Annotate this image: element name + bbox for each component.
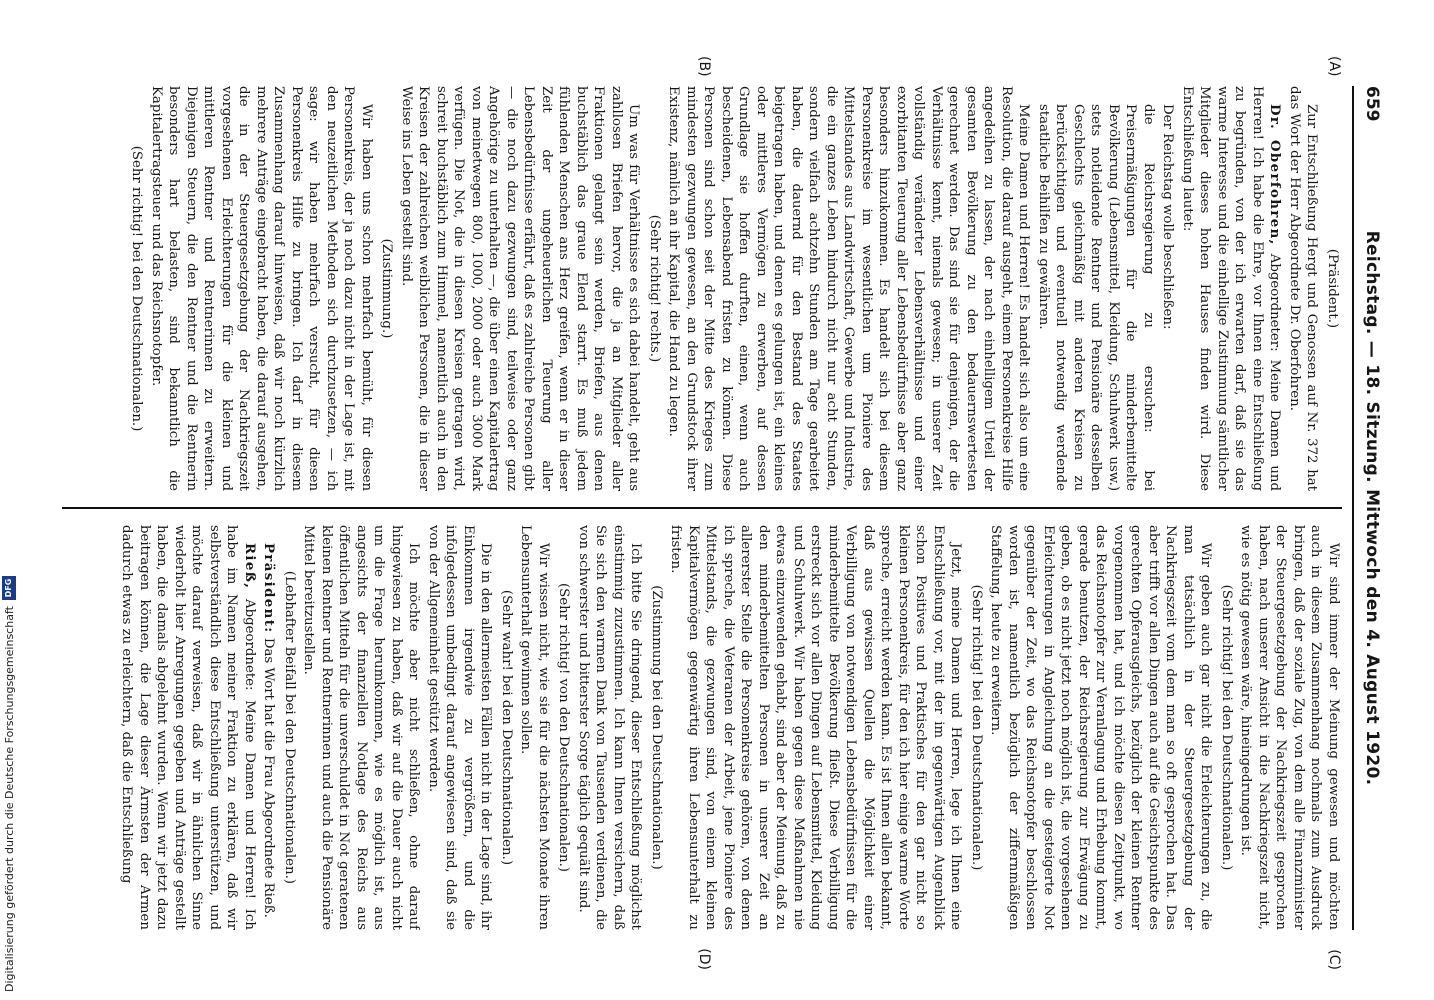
paragraph-text: (Zustimmung bei den Deutschnationalen.) (649, 585, 664, 870)
paragraph (987, 525, 1215, 930)
page-header (1352, 86, 1386, 930)
margin-mark-b: (B) (696, 56, 712, 77)
paragraph (1237, 525, 1342, 930)
motion-text (1159, 104, 1177, 491)
paragraph-text: (Sehr richtig! bei den Deutschnationalen.) (969, 584, 984, 871)
paragraph-text: Ich möchte aber nicht schließen, ohne darauf hingewiesen zu haben, daß wir auf die Dauer auch nicht um die Frage herumkommen, wie es möglich ist, aus angesichts der finanziellen Notlage des Reichs aus öffentlichen Mitteln für die unverschuldet in Not geratenen kleinen Rentner und Rentnerinnen und auch die Pensionäre Mittel bereitzustellen. (301, 524, 422, 930)
paragraph-text: Jetzt, meine Damen und Herren, lege ich Ihnen eine Entschließung vor, mit der im gegenwärtigen Augenblick schon Positives und Praktisches für den gar nicht so kleinen Personenkreis, für den ich hier einige warme Worte spreche, erreicht werden kann. Es ist Ihnen allen bekannt, daß aus gewissen Quellen die Möglichkeit einer Verbilligung von notwendigen Lebensbedürfnissen für die minderbemittelte Bevölkerung fließt. Diese Verbilligung erstreckt sich vor allen Dingen auf Lebensmittel, Kleidung und Schuhwerk. Wir haben gegen diese Maßnahmen nie etwas einzuwenden gehabt, sind aber der Meinung, daß zu den minderbemittelten Personen in unserer Zeit an allererster Stelle die Personenkreise gehören, von denen ich spreche, die Veteranen der Arbeit, jene Pioniere des Mittelstands, die gezwungen sind, von einem kleinen Kapitalvermögen gegenwärtig ihren Lebensunterhalt zu fristen. (668, 524, 964, 930)
paragraph (517, 525, 552, 930)
paragraph-text: Wir haben uns schon mehrfach bemüht, für diesen Personenkreis, der ja noch dazu nicht in der Lage ist, mit den neuzeitlichen Methoden sich durchzusetzen, — ich sage: wir haben mehrfach versucht, für diesen Personenkreis Hilfe zu bringen. Ich darf in diesem Zusammenhang darauf hinweisen, daß wir noch kürzlich mehrere Anträge eingebracht haben, die darauf ausgehen, die in der Steuergesetzgebung der Nachkriegszeit vorgesehenen Erleichterungen für die kleinen und mittleren Rentner und Rentnerinnen zu erweitern. Diejenigen Steuern, die den Rentner und die Rentnerin besonders hart belasten, sind bekanntlich die Kapitalertragsteuer und das Reichsnotopfer. (149, 86, 374, 492)
paragraph (665, 86, 1033, 491)
speaker-name: Präsident: (261, 542, 277, 634)
margin-mark-c: (C) (1326, 949, 1342, 970)
paragraph (425, 525, 495, 930)
interjection (498, 525, 516, 930)
motion-text (1035, 104, 1158, 491)
paragraph-text: Meine Damen und Herren! Es handelt sich also um eine Resolution, die darauf ausgeht, einem Personenkreise Hilfe angedeihen zu lassen, der nach einhelligem Urteil der gesamten Bevölkerung zu den bedauernswertesten gerechnet werden. Das sind sie für denjenigen, der die Verhältnisse kennt, niemals gewesen; in unserer Zeit vollständig veränderter Lebensverhältnisse und einer exorbitanten Teuerung aller Lebensbedürfnisse aber ganz besonders hinzukommen. Es handelt sich bei diesem Personenkreise im wesentlichen um Pioniere des Mittelstandes aus Landwirtschaft, Gewerbe und Industrie, die ein ganzes Leben hindurch nicht nur acht Stunden, sondern vielfach achtzehn Stunden am Tage gearbeitet haben, die dauernd für den Bestand des Staates beigetragen haben, und denen es gelungen ist, ein kleines oder mittleres Vermögen zu erwerben, auf dessen Grundlage sie hoffen durften, einen, wenn auch bescheidenen, Lebensabend fristen zu können. Diese Personen sind schon seit der Mitte des Krieges zum mindesten gezwungen gewesen, an den Grundstock ihrer Existenz, nämlich an ihr Kapital, die Hand zu legen. (666, 86, 1032, 492)
speaker-name: Rieß, (242, 542, 257, 590)
interjection (1324, 86, 1342, 491)
interjection (555, 525, 573, 930)
paragraph-text: Wir sind immer der Meinung gewesen und möchten auch in diesem Zusammenhang nochmals zum Ausdruck bringen, daß der soziale Zug, von dem alle Finanzminister der Steuergesetzgebung der Nachkriegszeit gesprochen haben, nach unserer Ansicht in die Nachkriegszeit nicht, wie es nötig gewesen wäre, hineingedrungen ist. (1238, 524, 1341, 930)
text-columns (62, 56, 1342, 970)
paragraph-text: (Lebhafter Beifall bei den Deutschnationalen.) (282, 570, 297, 884)
interjection (648, 525, 666, 930)
left-column (62, 86, 1342, 507)
interjection (281, 525, 299, 930)
interjection (378, 86, 396, 491)
paragraph (118, 525, 258, 930)
paragraph (1179, 86, 1284, 491)
paragraph-text: Die in den allermeisten Fällen nicht in der Lage sind, ihr Einkommen irgendwie zu vergrößern, und die infolgedessen umbedingt darauf angewiesen sind, daß sie von der Allgemeinheit gestützt werden. (426, 524, 494, 930)
speaker-name: Dr. Oberfohren, (1267, 104, 1283, 246)
paragraph-text: Abgeordneter: Meine Damen und Herren! Ich habe die Ehre, vor Ihnen eine Entschließung zu begründen, von der ich erwarten darf, daß sie das warme Interesse und die einhellige Zustimmung sämtlicher Mitglieder dieses hohen Hauses finden wird. Diese Entschließung lautet: (1180, 86, 1283, 492)
margin-mark-d: (D) (696, 948, 712, 970)
right-column (62, 509, 1342, 930)
paragraph-text: (Zustimmung.) (379, 238, 395, 339)
paragraph (398, 86, 643, 491)
paragraph (1286, 86, 1321, 491)
paragraph (667, 525, 965, 930)
paragraph-text: (Präsident.) (1325, 248, 1340, 329)
paragraph-text: (Sehr richtig! rechts.) (647, 214, 662, 363)
paragraph-text: Das Wort hat die Frau Abgeordnete Rieß. (261, 637, 277, 918)
paragraph-text: (Sehr richtig! bei den Deutschnationalen.) (129, 145, 145, 432)
paragraph-text: (Sehr wahr! bei den Deutschnationalen.) (499, 589, 514, 866)
digitization-credit (2, 576, 16, 992)
running-title: Reichstag. — 18. Sitzung. Mittwoch den 4. August 1920. (1362, 230, 1382, 786)
paragraph-text: Wir wissen nicht, wie sie für die nächsten Monate ihren Lebensunterhalt gewinnen sollen. (518, 524, 551, 930)
interjection (646, 86, 664, 491)
paragraph-text: Ich bitte Sie dringend, dieser Entschließung möglichst einstimmig zuzustimmen. Ich kann Ihnen versichern, daß Sie sich den warmen Dank von Tausenden verdienen, die von schwerster und bitterster Sorge täglich gequält sind. (576, 524, 644, 930)
interjection (1218, 525, 1236, 930)
paragraph-text: Abgeordnete: Meine Damen und Herren! Ich habe im Namen meiner Fraktion zu erklären, daß wir selbstverständlich diese Entschließung unterstützen, und möchte darauf verweisen, daß wir in ähnlichen Sinne wiederholt hier Anregungen gegeben und Anträge gestellt haben, die damals abgelehnt wurden. Wenn wir jetzt dazu beitragen können, die Lage dieser Ärmsten der Armen dadurch etwas zu erleichtern, daß die Entschließung (119, 524, 257, 930)
paragraph-text: die Reichsregierung zu ersuchen: bei Preisermäßigungen für die minderbemittelte Bevölkerung (Lebensmittel, Kleidung, Schuhwerk usw.) stets notleidende Rentner und Pensionäre desselben Geschlechts gleichmäßig mit anderen Kreisen zu berücksichtigen und eventuell notwendig werdende staatliche Beihilfen zu gewähren. (1036, 104, 1156, 492)
interjection (128, 86, 146, 491)
paragraph-text: Um was für Verhältnisse es sich dabei handelt, geht aus zahllosen Briefen hervor, die ja an Mitglieder aller Fraktionen gelangt sein werden, Briefen, aus denen buchstäblich das graue Elend starrt. Es muß jedem fühlenden Menschen ans Herz greifen, wenn er in dieser Zeit der ungeheuerlichen Teuerung aller Lebensbedürfnisse erfährt, daß es zahlreiche Personen gibt — die noch dazu gezwungen sind, teilweise oder ganz Angehörige zu unterhalten —, die über einen Kapitalertrag von meinetwegen 800, 1000, 2000 oder auch 3000 Mark verfügen. Die Not, die in diesen Kreisen getragen wird, schreit buchstäblich zum Himmel, namentlich auch in den Kreisen der zahlreichen weiblichen Personen, die in dieser Weise ins Leben gestellt sind. (399, 86, 642, 492)
paragraph (148, 86, 376, 491)
paragraph (260, 525, 278, 930)
paragraph-text: (Sehr richtig! von den Deutschnationalen.) (556, 582, 572, 872)
paragraph-text: Zur Entschließung Hergt und Genossen auf Nr. 372 hat das Wort der Herr Abgeordnete Dr. Oberfohren. (1287, 86, 1320, 492)
page-number: 659 (1362, 86, 1382, 122)
paragraph-text: (Sehr richtig! bei den Deutschnationalen.) (1219, 584, 1234, 871)
interjection (968, 525, 986, 930)
paragraph (300, 525, 423, 930)
dfg-logo-icon: DFG (2, 576, 16, 600)
margin-mark-a: (A) (1326, 56, 1342, 77)
paragraph-text: Wir geben auch gar nicht die Erleichterungen zu, die man tatsächlich in der Steuergesetzgebung der Nachkriegszeit vom dem man so oft gesprochen hat. Das aber trifft vor allen Dingen auch auf die Gesichtspunkte des gerechten Opferausgleichs, bezüglich der kleinen Rentner vorgenommen hat, und ich möchte diesen Zeitpunkt, wo das Reichsnotopfer zur Veranlagung und Erhebung kommt, gerade benutzen, der Reichsregierung zur Erwägung zu geben, ob es nicht jetzt noch möglich ist, die vorgesehenen Erleichterungen in Angleichung an die gesteigerte Not gegenüber der Zeit, wo das Reichsnotopfer beschlossen worden ist, namentlich bezüglich der ziffernmäßigen Staffelung, heute zu erweitern. (988, 524, 1214, 930)
paragraph-text: Der Reichstag wolle beschließen: (1160, 104, 1176, 330)
paragraph (575, 525, 645, 930)
credit-text: Digitalisierung gefördert durch die Deutsche Forschungsgemeinschaft (2, 606, 16, 992)
